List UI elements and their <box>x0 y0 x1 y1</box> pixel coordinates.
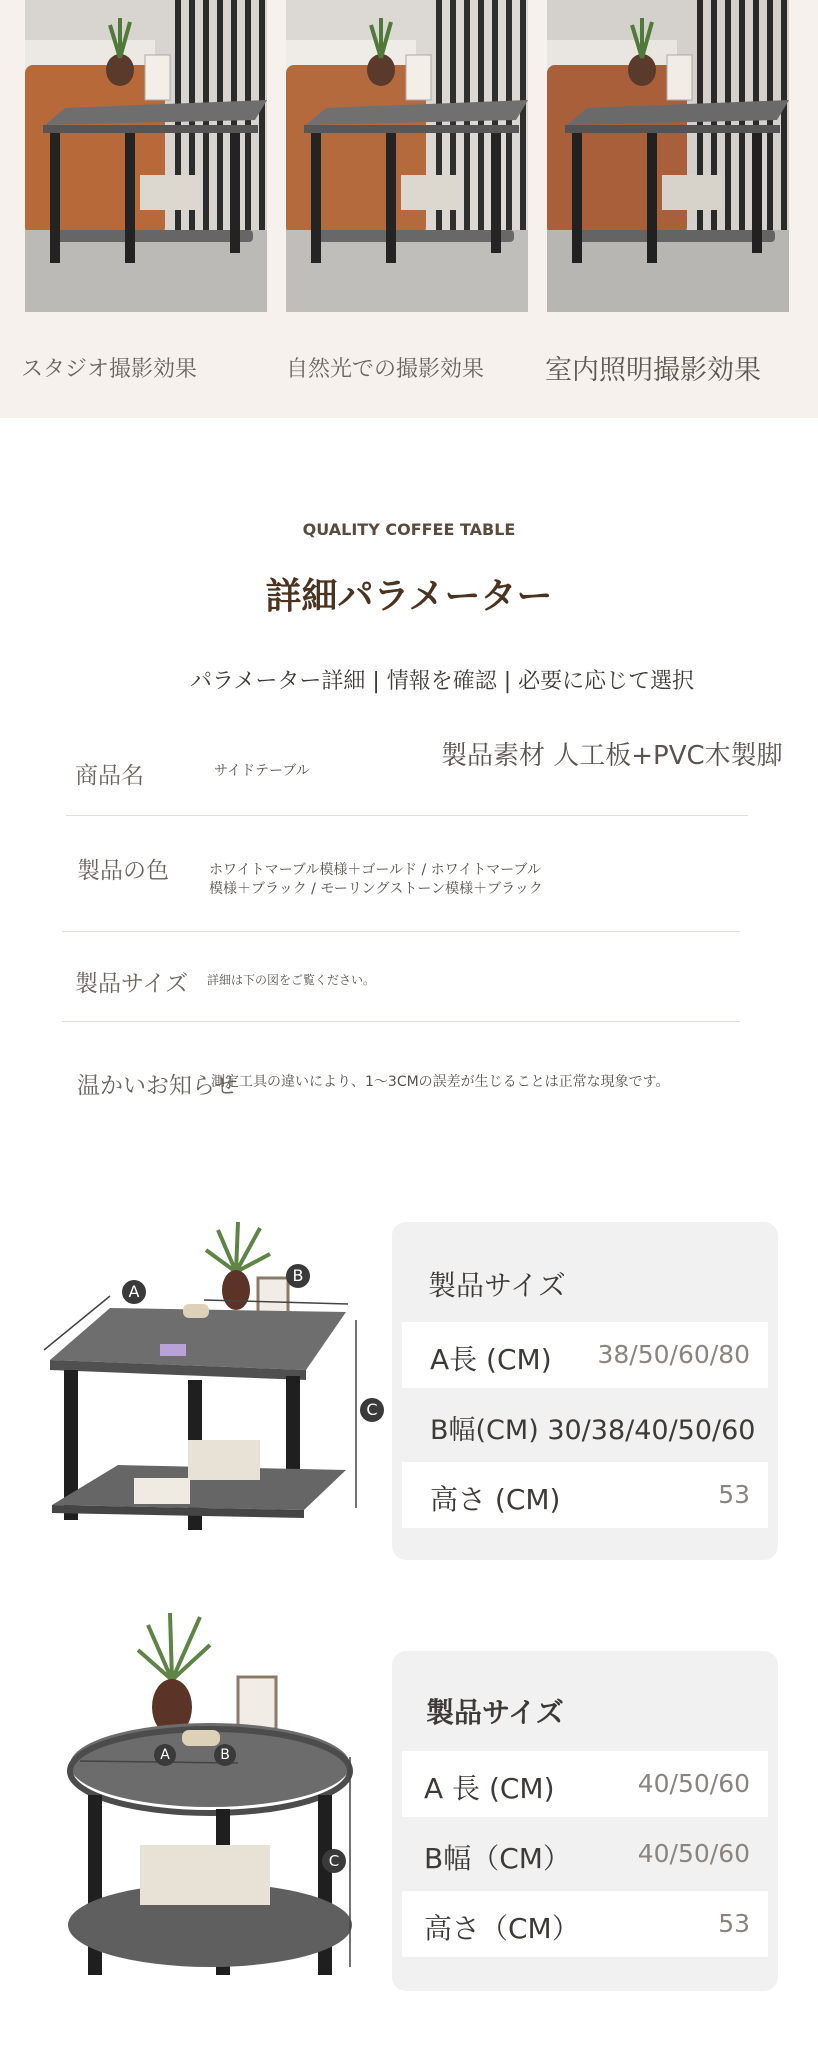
size-row-height <box>402 1891 768 1957</box>
divider <box>66 815 748 816</box>
section-eyebrow: QUALITY COFFEE TABLE <box>302 520 516 539</box>
size-row-label: A 長 (CM) <box>424 1772 555 1805</box>
size-row-value: 53 <box>718 1909 750 1938</box>
notice-label: 温かいお知らせ <box>77 1073 238 1099</box>
notice-value: 測定工具の違いにより、1〜3CMの誤差が生じることは正常な現象です。 <box>211 1074 670 1090</box>
product-color-line-1: ホワイトマーブル模様＋ゴールド / ホワイトマーブル <box>209 862 541 878</box>
rect-table-illustration <box>38 1210 378 1570</box>
size-row-width <box>402 1821 768 1887</box>
rect-size-card <box>392 1222 778 1560</box>
size-row-length <box>402 1751 768 1817</box>
product-material: 製品素材 人工板+PVC木製脚 <box>441 741 783 771</box>
divider <box>62 1021 740 1022</box>
marker-a: A <box>122 1280 146 1304</box>
product-color-label: 製品の色 <box>77 858 169 884</box>
caption-studio: スタジオ撮影効果 <box>21 357 198 382</box>
marker-c: C <box>322 1849 346 1873</box>
size-row-label: B幅(CM) 30/38/40/50/60 <box>430 1415 756 1446</box>
caption-natural-light: 自然光での撮影効果 <box>286 357 485 382</box>
natural-light-photo <box>286 0 528 312</box>
size-row-value: 38/50/60/80 <box>597 1340 750 1369</box>
size-row-label: 高さ (CM) <box>430 1483 561 1516</box>
product-name-label: 商品名 <box>75 763 144 789</box>
product-name-value: サイドテーブル <box>214 763 310 779</box>
round-size-card <box>392 1651 778 1991</box>
marker-b: B <box>286 1264 310 1288</box>
size-row-label: A長 (CM) <box>430 1343 552 1376</box>
marker-a: A <box>154 1744 176 1766</box>
divider <box>62 931 740 932</box>
size-row-height <box>402 1462 768 1528</box>
size-row-length <box>402 1322 768 1388</box>
product-size-value: 詳細は下の図をご覧ください。 <box>207 973 376 987</box>
product-color-line-2: 模様＋ブラック / モーリングストーン模様＋ブラック <box>209 881 543 897</box>
product-size-label: 製品サイズ <box>75 971 189 997</box>
round-table-illustration <box>60 1595 370 1975</box>
size-row-width <box>402 1392 768 1458</box>
size-row-value: 40/50/60 <box>637 1769 750 1798</box>
section-title: 詳細パラメーター <box>265 576 553 617</box>
size-row-label: 高さ（CM） <box>424 1912 580 1945</box>
size-card-title: 製品サイズ <box>426 1696 564 1729</box>
size-row-value: 53 <box>718 1480 750 1509</box>
size-row-label: B幅（CM） <box>424 1842 571 1875</box>
marker-c: C <box>360 1398 384 1422</box>
section-subtitle: パラメーター詳細 | 情報を確認 | 必要に応じて選択 <box>190 669 695 694</box>
indoor-light-photo <box>547 0 789 312</box>
size-card-title: 製品サイズ <box>428 1269 566 1302</box>
marker-b: B <box>214 1744 236 1766</box>
caption-indoor-light: 室内照明撮影効果 <box>545 355 761 386</box>
studio-photo <box>25 0 267 312</box>
size-row-value: 40/50/60 <box>637 1839 750 1868</box>
